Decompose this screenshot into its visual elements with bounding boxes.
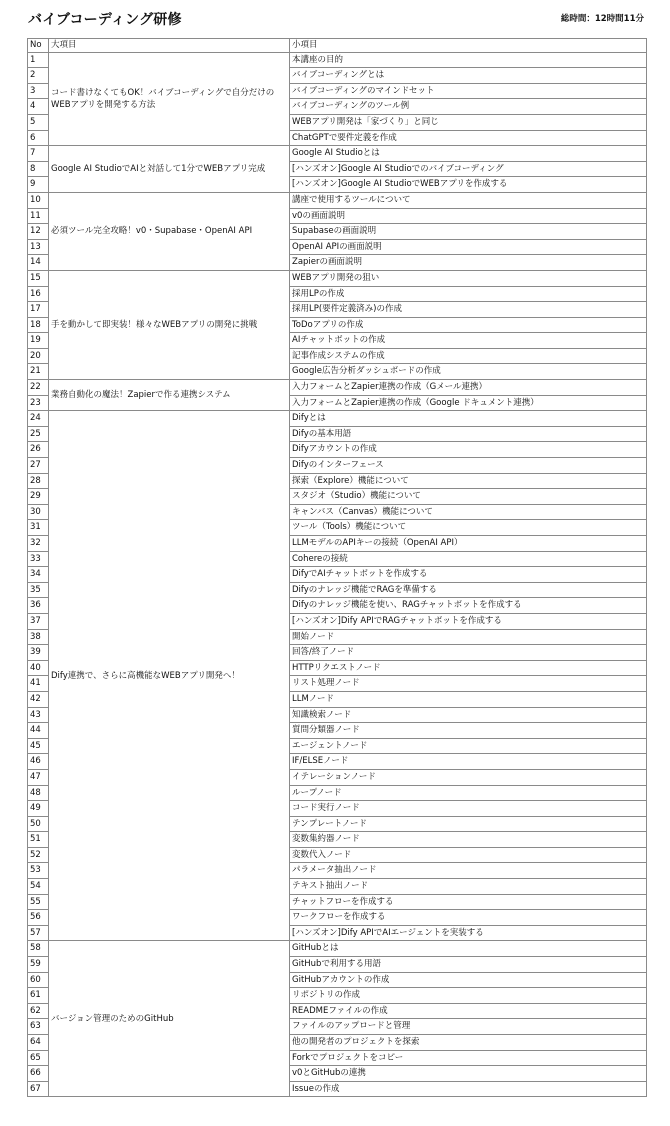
- row-number: 49: [28, 801, 49, 817]
- row-number: 65: [28, 1050, 49, 1066]
- row-number: 35: [28, 582, 49, 598]
- row-number: 62: [28, 1003, 49, 1019]
- row-number: 18: [28, 317, 49, 333]
- item-cell: 回答/終了ノード: [290, 645, 647, 661]
- item-cell: リポジトリの作成: [290, 988, 647, 1004]
- item-cell: 入力フォームとZapier連携の作成（Gメール連携）: [290, 380, 647, 396]
- row-number: 57: [28, 925, 49, 941]
- row-number: 33: [28, 551, 49, 567]
- row-number: 53: [28, 863, 49, 879]
- table-row: [28, 146, 647, 162]
- row-number: 24: [28, 411, 49, 427]
- item-cell: Zapierの画面説明: [290, 255, 647, 271]
- row-number: 36: [28, 598, 49, 614]
- row-number: 12: [28, 224, 49, 240]
- header-no: No: [28, 39, 49, 53]
- item-cell: READMEファイルの作成: [290, 1003, 647, 1019]
- item-cell: 知識検索ノード: [290, 707, 647, 723]
- item-cell: v0とGitHubの連携: [290, 1066, 647, 1082]
- row-number: 56: [28, 910, 49, 926]
- row-number: 55: [28, 894, 49, 910]
- item-cell: バイブコーディングのマインドセット: [290, 83, 647, 99]
- item-cell: Forkでプロジェクトをコピー: [290, 1050, 647, 1066]
- item-cell: Difyとは: [290, 411, 647, 427]
- item-cell: Google AI Studioとは: [290, 146, 647, 162]
- category-cell: 業務自動化の魔法！Zapierで作る連携システム: [49, 380, 290, 411]
- row-number: 10: [28, 192, 49, 208]
- item-cell: チャットフローを作成する: [290, 894, 647, 910]
- category-cell: コード書けなくてもOK！バイブコーディングで自分だけのWEBアプリを開発する方法: [49, 52, 290, 146]
- row-number: 31: [28, 520, 49, 536]
- row-number: 9: [28, 177, 49, 193]
- row-number: 54: [28, 879, 49, 895]
- item-cell: Difyのナレッジ機能を使い、RAGチャットボットを作成する: [290, 598, 647, 614]
- row-number: 50: [28, 816, 49, 832]
- item-cell: 他の開発者のプロジェクトを探索: [290, 1035, 647, 1051]
- row-number: 6: [28, 130, 49, 146]
- item-cell: コード実行ノード: [290, 801, 647, 817]
- table-row: [28, 270, 647, 286]
- row-number: 4: [28, 99, 49, 115]
- row-number: 32: [28, 536, 49, 552]
- item-cell: AIチャットボットの作成: [290, 333, 647, 349]
- item-cell: バイブコーディングとは: [290, 68, 647, 84]
- item-cell: 入力フォームとZapier連携の作成（Google ドキュメント連携）: [290, 395, 647, 411]
- item-cell: GitHubで利用する用語: [290, 957, 647, 973]
- row-number: 22: [28, 380, 49, 396]
- total-time: 総時間：12時間11分: [560, 14, 644, 24]
- item-cell: ツール（Tools）機能について: [290, 520, 647, 536]
- row-number: 60: [28, 972, 49, 988]
- row-number: 40: [28, 660, 49, 676]
- row-number: 46: [28, 754, 49, 770]
- item-cell: WEBアプリ開発の狙い: [290, 270, 647, 286]
- row-number: 14: [28, 255, 49, 271]
- item-cell: [ハンズオン]Google AI StudioでWEBアプリを作成する: [290, 177, 647, 193]
- row-number: 42: [28, 691, 49, 707]
- item-cell: 本講座の目的: [290, 52, 647, 68]
- table-row: [28, 52, 647, 68]
- item-cell: Issueの作成: [290, 1081, 647, 1097]
- item-cell: v0の画面説明: [290, 208, 647, 224]
- item-cell: ファイルのアップロードと管理: [290, 1019, 647, 1035]
- item-cell: 記事作成システムの作成: [290, 348, 647, 364]
- row-number: 2: [28, 68, 49, 84]
- row-number: 11: [28, 208, 49, 224]
- row-number: 13: [28, 239, 49, 255]
- table-body: [28, 52, 647, 1097]
- row-number: 28: [28, 473, 49, 489]
- item-cell: 講座で使用するツールについて: [290, 192, 647, 208]
- row-number: 44: [28, 723, 49, 739]
- row-number: 41: [28, 676, 49, 692]
- row-number: 3: [28, 83, 49, 99]
- item-cell: イテレーションノード: [290, 769, 647, 785]
- item-cell: Difyのインターフェース: [290, 458, 647, 474]
- item-cell: OpenAI APIの画面説明: [290, 239, 647, 255]
- item-cell: DifyでAIチャットボットを作成する: [290, 567, 647, 583]
- item-cell: HTTPリクエストノード: [290, 660, 647, 676]
- row-number: 34: [28, 567, 49, 583]
- item-cell: Difyアカウントの作成: [290, 442, 647, 458]
- item-cell: 開始ノード: [290, 629, 647, 645]
- row-number: 39: [28, 645, 49, 661]
- item-cell: IF/ELSEノード: [290, 754, 647, 770]
- item-cell: Cohereの接続: [290, 551, 647, 567]
- item-cell: GitHubとは: [290, 941, 647, 957]
- row-number: 63: [28, 1019, 49, 1035]
- item-cell: テンプレートノード: [290, 816, 647, 832]
- item-cell: 探索（Explore）機能について: [290, 473, 647, 489]
- item-cell: WEBアプリ開発は「家づくり」と同じ: [290, 114, 647, 130]
- table-row: [28, 941, 647, 957]
- item-cell: [ハンズオン]Google AI Studioでのバイブコーディング: [290, 161, 647, 177]
- item-cell: Google広告分析ダッシュボードの作成: [290, 364, 647, 380]
- header-item: 小項目: [290, 39, 647, 53]
- row-number: 59: [28, 957, 49, 973]
- row-number: 67: [28, 1081, 49, 1097]
- row-number: 38: [28, 629, 49, 645]
- row-number: 51: [28, 832, 49, 848]
- item-cell: ChatGPTで要件定義を作成: [290, 130, 647, 146]
- curriculum-table: [27, 38, 647, 1097]
- item-cell: 採用LPの作成: [290, 286, 647, 302]
- row-number: 27: [28, 458, 49, 474]
- row-number: 61: [28, 988, 49, 1004]
- item-cell: ワークフローを作成する: [290, 910, 647, 926]
- row-number: 37: [28, 613, 49, 629]
- row-number: 58: [28, 941, 49, 957]
- item-cell: 変数集約器ノード: [290, 832, 647, 848]
- item-cell: ToDoアプリの作成: [290, 317, 647, 333]
- table-row: [28, 411, 647, 427]
- row-number: 26: [28, 442, 49, 458]
- item-cell: [ハンズオン]Dify APIでAIエージェントを実装する: [290, 925, 647, 941]
- item-cell: スタジオ（Studio）機能について: [290, 489, 647, 505]
- row-number: 45: [28, 738, 49, 754]
- row-number: 15: [28, 270, 49, 286]
- item-cell: ループノード: [290, 785, 647, 801]
- row-number: 19: [28, 333, 49, 349]
- table-header-row: [28, 39, 647, 53]
- row-number: 47: [28, 769, 49, 785]
- item-cell: バイブコーディングのツール例: [290, 99, 647, 115]
- row-number: 5: [28, 114, 49, 130]
- row-number: 64: [28, 1035, 49, 1051]
- category-cell: 手を動かして即実装！様々なWEBアプリの開発に挑戦: [49, 270, 290, 379]
- row-number: 16: [28, 286, 49, 302]
- item-cell: 採用LP(要件定義済み)の作成: [290, 302, 647, 318]
- row-number: 23: [28, 395, 49, 411]
- row-number: 7: [28, 146, 49, 162]
- category-cell: Dify連携で、さらに高機能なWEBアプリ開発へ！: [49, 411, 290, 941]
- table-row: [28, 192, 647, 208]
- item-cell: LLMノード: [290, 691, 647, 707]
- row-number: 30: [28, 504, 49, 520]
- item-cell: パラメータ抽出ノード: [290, 863, 647, 879]
- row-number: 29: [28, 489, 49, 505]
- row-number: 25: [28, 426, 49, 442]
- row-number: 21: [28, 364, 49, 380]
- item-cell: [ハンズオン]Dify APIでRAGチャットボットを作成する: [290, 613, 647, 629]
- category-cell: Google AI StudioでAIと対話して1分でWEBアプリ完成: [49, 146, 290, 193]
- item-cell: 質問分類器ノード: [290, 723, 647, 739]
- row-number: 66: [28, 1066, 49, 1082]
- item-cell: テキスト抽出ノード: [290, 879, 647, 895]
- category-cell: バージョン管理のためのGitHub: [49, 941, 290, 1097]
- row-number: 52: [28, 847, 49, 863]
- row-number: 43: [28, 707, 49, 723]
- row-number: 8: [28, 161, 49, 177]
- item-cell: Supabaseの画面説明: [290, 224, 647, 240]
- row-number: 17: [28, 302, 49, 318]
- item-cell: Difyのナレッジ機能でRAGを準備する: [290, 582, 647, 598]
- item-cell: GitHubアカウントの作成: [290, 972, 647, 988]
- item-cell: LLMモデルのAPIキーの接続（OpenAI API）: [290, 536, 647, 552]
- document-title: バイブコーディング研修: [28, 12, 182, 28]
- row-number: 20: [28, 348, 49, 364]
- item-cell: キャンバス（Canvas）機能について: [290, 504, 647, 520]
- item-cell: Difyの基本用語: [290, 426, 647, 442]
- item-cell: 変数代入ノード: [290, 847, 647, 863]
- row-number: 1: [28, 52, 49, 68]
- header-category: 大項目: [49, 39, 290, 53]
- category-cell: 必須ツール完全攻略！v0・Supabase・OpenAI API: [49, 192, 290, 270]
- item-cell: エージェントノード: [290, 738, 647, 754]
- row-number: 48: [28, 785, 49, 801]
- table-row: [28, 380, 647, 396]
- item-cell: リスト処理ノード: [290, 676, 647, 692]
